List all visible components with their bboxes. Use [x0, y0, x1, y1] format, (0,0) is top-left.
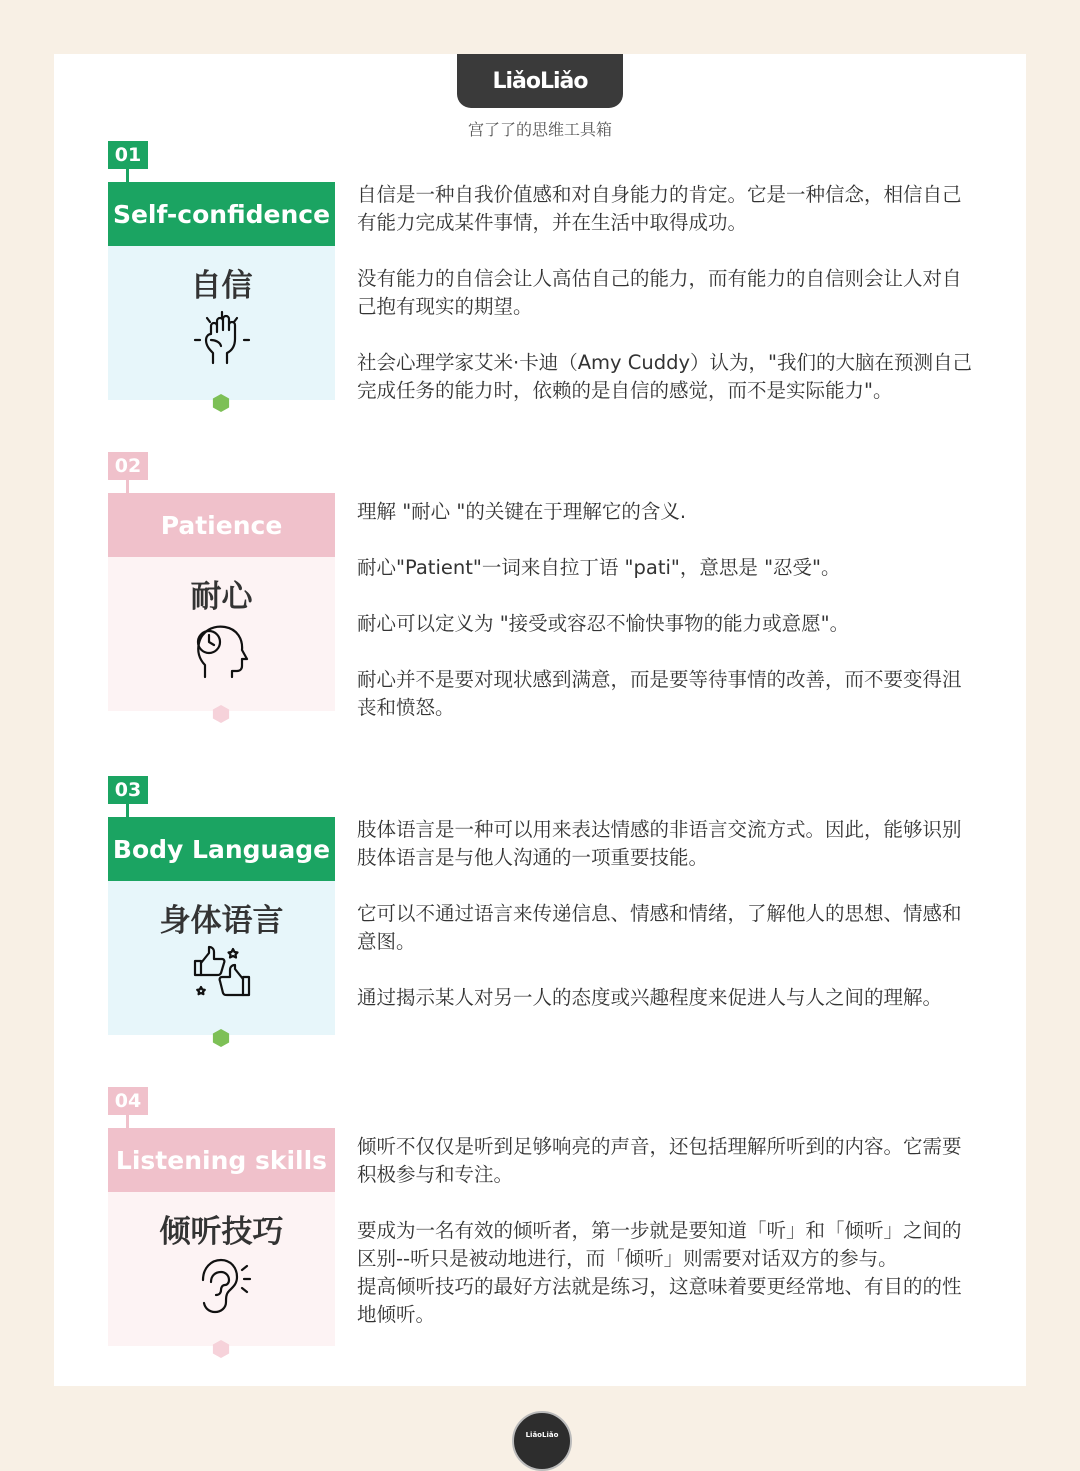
paragraph: 自信是一种自我价值感和对自身能力的肯定。它是一种信念，相信自己有能力完成某件事情，并在生活中取得成功。 — [357, 183, 962, 234]
section-number: 03 — [108, 776, 148, 804]
section-title-zh: 自信 — [190, 268, 253, 304]
section-number: 04 — [108, 1087, 148, 1115]
section-description — [357, 498, 973, 722]
section-number: 02 — [108, 452, 148, 480]
paragraph: 提高倾听技巧的最好方法就是练习，这意味着要更经常地、有目的的性地倾听。 — [357, 1275, 962, 1326]
paragraph: 通过揭示某人对另一人的态度或兴趣程度来促进人与人之间的理解。 — [357, 986, 943, 1009]
section-title: Listening skills — [108, 1128, 335, 1192]
section-description — [357, 816, 973, 1012]
section-description — [357, 1133, 973, 1329]
footer-logo-text: LiǎoLiǎo — [525, 1431, 559, 1439]
paragraph: 耐心并不是要对现状感到满意，而是要等待事情的改善，而不要变得沮丧和愤怒。 — [357, 668, 962, 719]
section-title: Self-confidence — [108, 182, 335, 246]
icon-panel — [108, 1192, 335, 1346]
number-stem — [126, 168, 129, 182]
number-stem — [126, 803, 129, 817]
paragraph: 要成为一名有效的倾听者，第一步就是要知道「听」和「倾听」之间的区别--听只是被动地进行，而「倾听」则需要对话双方的参与。 — [357, 1219, 962, 1270]
paragraph: 耐心"Patient"一词来自拉丁语 "pati"，意思是 "忍受"。 — [357, 556, 841, 579]
paragraph: 它可以不通过语言来传递信息、情感和情绪，了解他人的思想、情感和意图。 — [357, 902, 962, 953]
brand-subtitle: 宫了了的思维工具箱 — [467, 120, 612, 139]
fist-icon — [189, 306, 255, 372]
paragraph: 没有能力的自信会让人高估自己的能力，而有能力的自信则会让人对自己抱有现实的期望。 — [357, 267, 962, 318]
icon-panel — [108, 246, 335, 400]
section-title: Body Language — [108, 817, 335, 881]
head-clock-icon — [189, 617, 255, 683]
paragraph: 肢体语言是一种可以用来表达情感的非语言交流方式。因此，能够识别肢体语言是与他人沟通的一项重要技能。 — [357, 818, 962, 869]
section-description — [357, 181, 973, 405]
icon-panel — [108, 557, 335, 711]
brand-logo: LiǎoLiǎo — [457, 54, 623, 108]
section-number: 01 — [108, 141, 148, 169]
paragraph: 倾听不仅仅是听到足够响亮的声音，还包括理解所听到的内容。它需要积极参与和专注。 — [357, 1135, 962, 1186]
paragraph: 社会心理学家艾米·卡迪（Amy Cuddy）认为，"我们的大脑在预测自己完成任务的能力时，依赖的是自信的感觉，而不是实际能力"。 — [357, 351, 973, 402]
paragraph: 理解 "耐心 "的关键在于理解它的含义. — [357, 500, 687, 523]
section-title: Patience — [108, 493, 335, 557]
section-title-zh: 倾听技巧 — [159, 1214, 284, 1250]
number-stem — [126, 479, 129, 493]
thumbs-up-icon — [189, 941, 255, 1007]
icon-panel — [108, 881, 335, 1035]
ear-icon — [189, 1252, 255, 1318]
footer-logo-badge — [512, 1411, 572, 1471]
paragraph: 耐心可以定义为 "接受或容忍不愉快事物的能力或意愿"。 — [357, 612, 850, 635]
section-title-zh: 耐心 — [190, 579, 253, 615]
section-title-zh: 身体语言 — [159, 903, 284, 939]
number-stem — [126, 1114, 129, 1128]
